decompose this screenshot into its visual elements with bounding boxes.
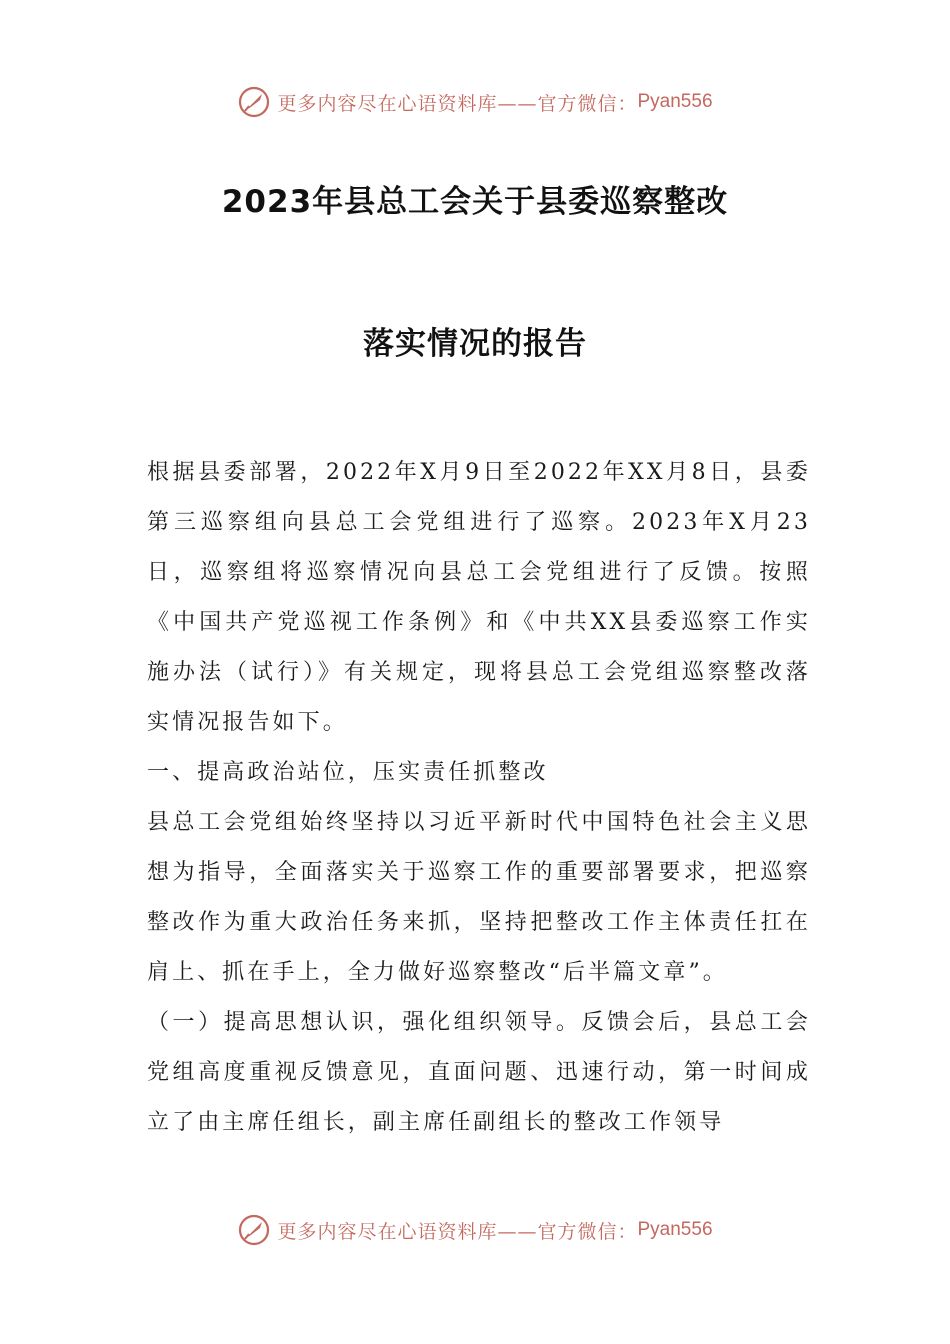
watermark-banner-bottom xyxy=(0,1210,950,1250)
watermark-text: 更多内容尽在心语资料库——官方微信： xyxy=(277,1220,638,1243)
watermark-wechat-id: Pyan556 xyxy=(637,91,713,112)
watermark-wechat-id: Pyan556 xyxy=(637,1219,713,1240)
document-title-line-1: 2023年县总工会关于县委巡察整改 xyxy=(221,184,729,220)
paragraph-section-1: 县总工会党组始终坚持以习近平新时代中国特色社会主义思想为指导，全面落实关于巡察工作的重要部署要求，把巡察整改作为重大政治任务来抓，坚持把整改工作主体责任扛在肩上、抓在手上，全力做好巡察整改“后半篇文章”。 xyxy=(147,810,811,985)
watermark-banner-top xyxy=(0,82,950,122)
document-body xyxy=(147,448,811,1148)
paragraph-subsection-1: （一）提高思想认识，强化组织领导。反馈会后，县总工会党组高度重视反馈意见，直面问题、迅速行动，第一时间成立了由主席任组长，副主席任副组长的整改工作领导 xyxy=(147,1010,811,1135)
section-heading-1: 一、提高政治站位，压实责任抓整改 xyxy=(147,760,549,785)
paragraph-intro: 根据县委部署，2022年X月9日至2022年XX月8日，县委第三巡察组向县总工会党组进行了巡察。2023年X月23日，巡察组将巡察情况向县总工会党组进行了反馈。按照《中国共产党巡视工作条例》和《中共XX县委巡察工作实施办法（试行）》有关规定，现将县总工会党组巡察整改落实情况报告如下。 xyxy=(147,460,811,735)
watermark-text: 更多内容尽在心语资料库——官方微信： xyxy=(277,92,638,115)
document-title-line-2: 落实情况的报告 xyxy=(363,326,587,362)
quill-logo-icon xyxy=(237,85,271,119)
quill-logo-icon xyxy=(237,1213,271,1247)
